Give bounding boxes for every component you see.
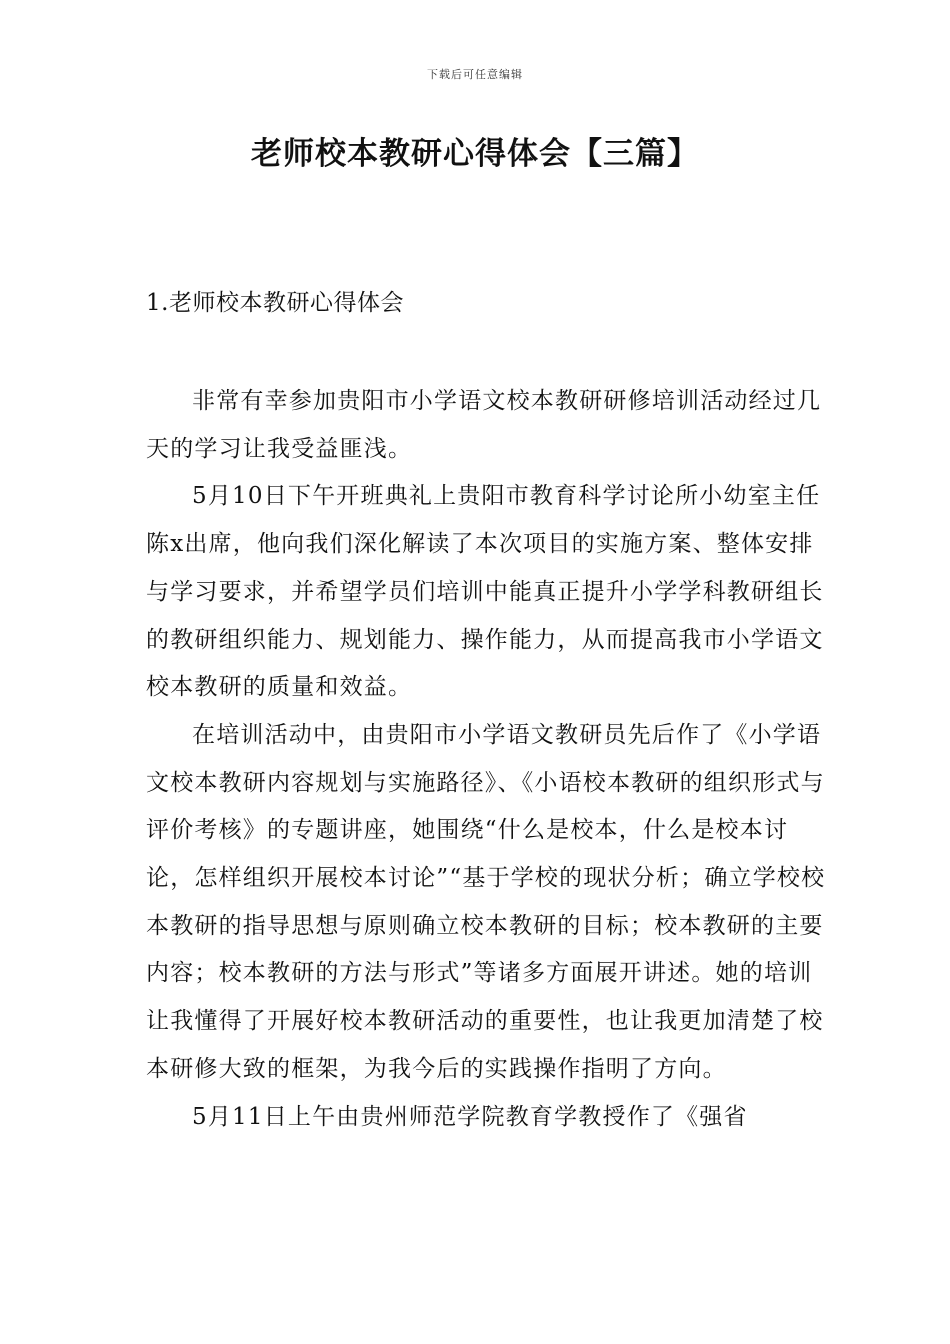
paragraph: 5月10日下午开班典礼上贵阳市教育科学讨论所小幼室主任陈x出席，他向我们深化解读了本次项目的实施方案、整体安排与学习要求，并希望学员们培训中能真正提升小学学科教研组长的教研组织能力、规划能力、操作能力，从而提高我市小学语文校本教研的质量和效益。 — [146, 483, 824, 701]
document-body — [146, 378, 826, 1141]
header-note: 下载后可任意编辑 — [427, 68, 523, 81]
paragraph: 在培训活动中，由贵阳市小学语文教研员先后作了《小学语文校本教研内容规划与实施路径》、《小语校本教研的组织形式与评价考核》的专题讲座，她围绕“什么是校本，什么是校本讨论，怎样组织开展校本讨论”“基于学校的现状分析；确立学校校本教研的指导思想与原则确立校本教研的目标；校本教研的主要内容；校本教研的方法与形式”等诸多方面展开讲述。她的培训让我懂得了开展好校本教研活动的重要性，也让我更加清楚了校本研修大致的框架，为我今后的实践操作指明了方向。 — [146, 721, 826, 1082]
paragraph: 非常有幸参加贵阳市小学语文校本教研研修培训活动经过几天的学习让我受益匪浅。 — [146, 388, 822, 462]
section-heading: 1.老师校本教研心得体会 — [146, 290, 404, 316]
document-title: 老师校本教研心得体会【三篇】 — [251, 136, 699, 172]
paragraph: 5月11日上午由贵州师范学院教育学教授作了《强省 — [192, 1103, 748, 1130]
